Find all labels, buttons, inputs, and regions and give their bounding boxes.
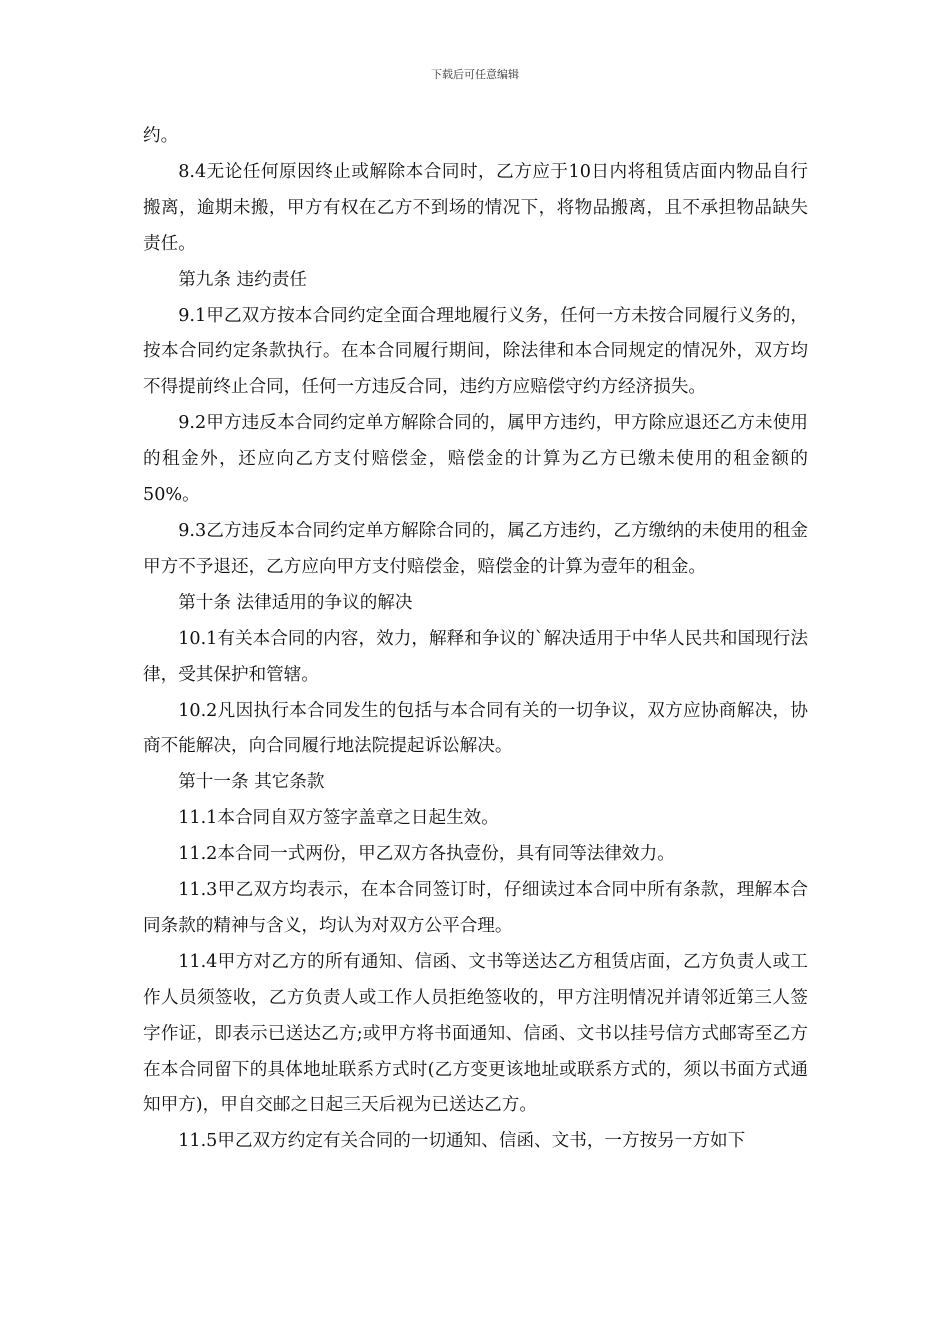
clause-10-2: 10.2凡因执行本合同发生的包括与本合同有关的一切争议，双方应协商解决，协商不能解决，向合同履行地法院提起诉讼解决。 — [143, 700, 808, 757]
clause-9-1: 9.1甲乙双方按本合同约定全面合理地履行义务，任何一方未按合同履行义务的，按本合同约定条款执行。在本合同履行期间，除法律和本合同规定的情况外，双方均不得提前终止合同，任何一方违反合同，违约方应赔偿守约方经济损失。 — [143, 305, 808, 398]
clause-11-3: 11.3甲乙双方均表示，在本合同签订时，仔细读过本合同中所有条款，理解本合同条款的精神与含义，均认为对双方公平合理。 — [143, 880, 808, 936]
clause-11-2: 11.2本合同一式两份，甲乙双方各执壹份，具有同等法律效力。 — [178, 844, 675, 865]
paragraph-continuation: 约。 — [143, 126, 179, 146]
document-body — [143, 119, 808, 1160]
clause-9-2: 9.2甲方违反本合同约定单方解除合同的，属甲方违约，甲方除应退还乙方未使用的租金外，还应向乙方支付赔偿金，赔偿金的计算为乙方已缴未使用的租金额的50%。 — [143, 413, 808, 506]
clause-10-1: 10.1有关本合同的内容，效力，解释和争议的`解决适用于中华人民共和国现行法律，受其保护和管辖。 — [143, 628, 808, 685]
clause-8-4: 8.4无论任何原因终止或解除本合同时，乙方应于10日内将租赁店面内物品自行搬离，逾期未搬，甲方有权在乙方不到场的情况下，将物品搬离，且不承担物品缺失责任。 — [143, 161, 808, 254]
clause-11-5: 11.5甲乙双方约定有关合同的一切通知、信函、文书，一方按另一方如下 — [178, 1131, 746, 1152]
article-10-heading: 第十条 法律适用的争议的解决 — [178, 592, 413, 613]
clause-11-1: 11.1本合同自双方签字盖章之日起生效。 — [178, 808, 499, 829]
article-9-heading: 第九条 违约责任 — [178, 269, 307, 290]
clause-9-3: 9.3乙方违反本合同约定单方解除合同的，属乙方违约，乙方缴纳的未使用的租金甲方不予退还，乙方应向甲方支付赔偿金，赔偿金的计算为壹年的租金。 — [143, 520, 808, 577]
article-11-heading: 第十一条 其它条款 — [178, 772, 325, 793]
clause-11-4: 11.4甲方对乙方的所有通知、信函、文书等送达乙方租赁店面，乙方负责人或工作人员须签收，乙方负责人或工作人员拒绝签收的，甲方注明情况并请邻近第三人签字作证，即表示已送达乙方;或甲方将书面通知、信函、文书以挂号信方式邮寄至乙方在本合同留下的具体地址联系方式时(乙方变更该地址或联系方式的，须以书面方式通知甲方)，甲自交邮之日起三天后视为已送达乙方。 — [143, 951, 808, 1116]
page-header: 下载后可任意编辑 — [431, 68, 519, 81]
